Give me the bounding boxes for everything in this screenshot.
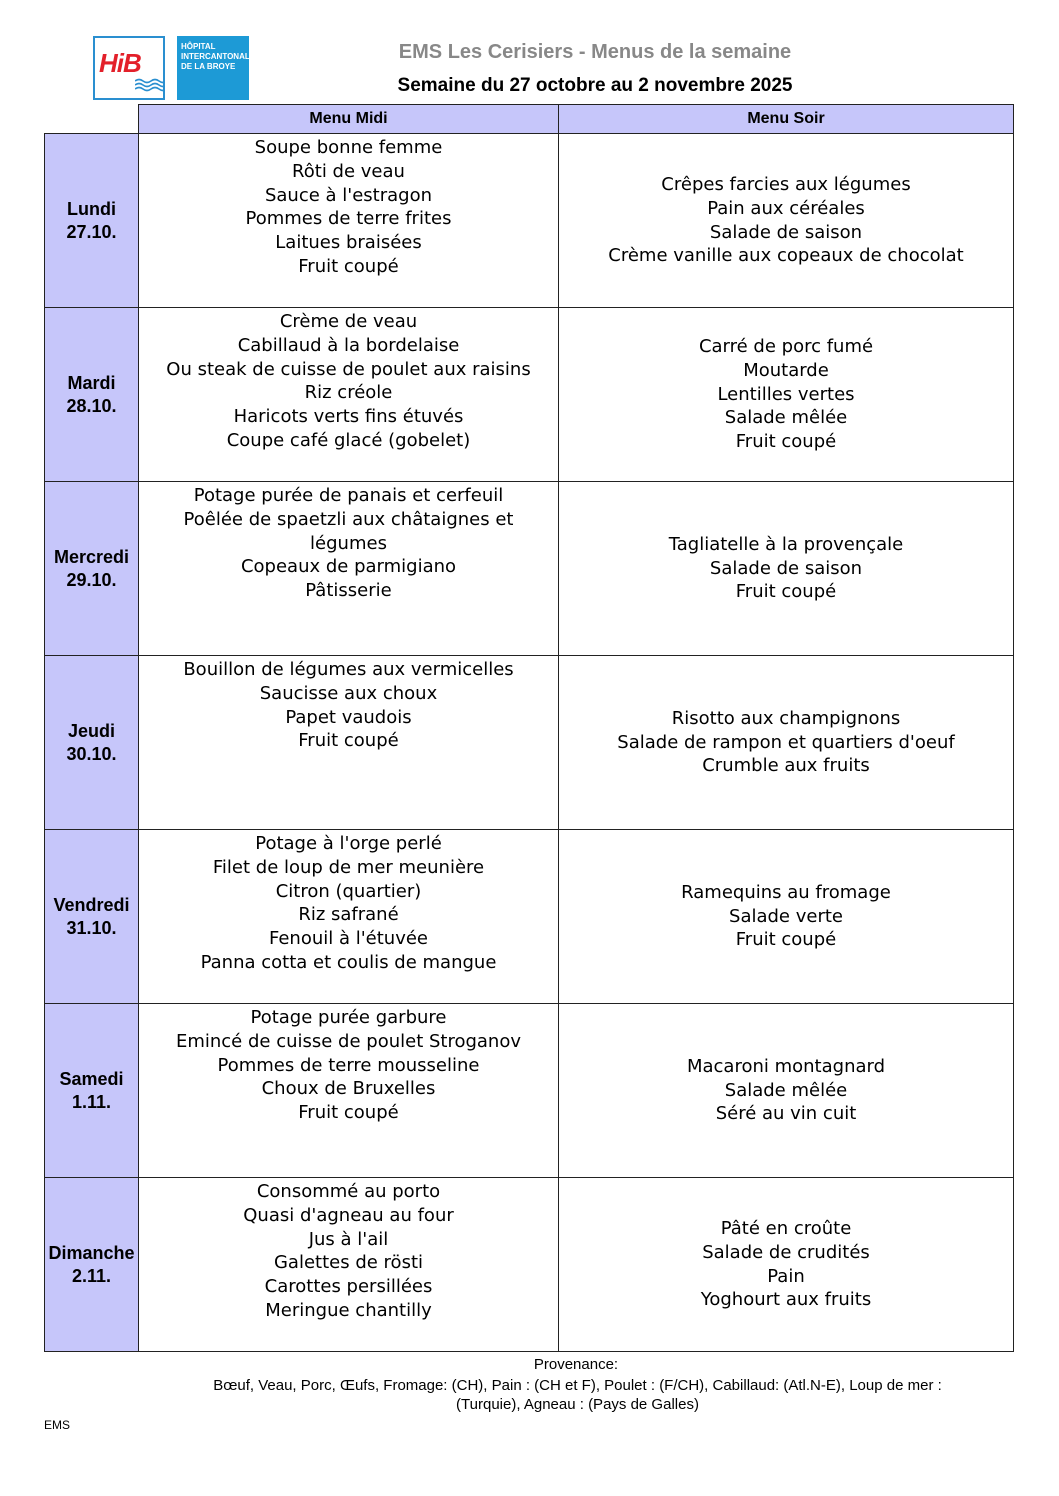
menu-soir-cell (559, 308, 1014, 482)
menu-soir-cell (559, 1178, 1014, 1352)
menu-item: Ou steak de cuisse de poulet aux raisins (166, 358, 531, 380)
day-date: 2.11. (71, 1265, 112, 1286)
menu-item: Papet vaudois (285, 706, 412, 728)
day-name: Samedi (59, 1068, 124, 1089)
menu-item: Salade de crudités (702, 1241, 870, 1263)
menu-midi-list (139, 1178, 558, 1323)
menu-item: Emincé de cuisse de poulet Stroganov (175, 1030, 522, 1052)
provenance-text (150, 1376, 1005, 1414)
logo-mark (93, 36, 165, 100)
menu-midi-list (139, 482, 558, 603)
menu-item: Crumble aux fruits (702, 755, 870, 777)
day-row (45, 656, 1014, 830)
menu-item: Meringue chantilly (265, 1299, 432, 1321)
menu-soir-cell (559, 830, 1014, 1004)
footer-label: EMS (44, 1418, 71, 1432)
day-date: 31.10. (66, 917, 117, 938)
menu-item: Risotto aux champignons (671, 707, 901, 729)
menu-item: Choux de Bruxelles (261, 1078, 436, 1100)
menu-item: Sauce à l'estragon (264, 184, 433, 206)
menu-item: Ramequins au fromage (681, 881, 891, 903)
day-cell (45, 656, 139, 830)
day-name: Dimanche (48, 1242, 135, 1263)
menu-item: Potage purée de panais et cerfeuil (193, 485, 504, 506)
menu-item: Potage purée garbure (250, 1007, 447, 1028)
logo-name-block (177, 36, 249, 100)
menu-item: Fruit coupé (298, 730, 399, 752)
menu-item: Lentilles vertes (717, 383, 855, 405)
column-header-soir: Menu Soir (559, 105, 1014, 134)
menu-item: Salade de saison (709, 221, 863, 243)
day-date: 30.10. (66, 743, 117, 764)
day-date: 1.11. (71, 1091, 112, 1112)
menu-item: Poêlée de spaetzli aux châtaignes et (183, 508, 514, 530)
day-name: Mercredi (53, 546, 130, 567)
menu-item: Moutarde (743, 359, 829, 381)
page-subtitle: Semaine du 27 octobre au 2 novembre 2025 (397, 75, 793, 96)
menu-soir-cell (559, 1004, 1014, 1178)
provenance-title: Provenance: (533, 1356, 619, 1373)
menu-item: Saucisse aux choux (259, 682, 438, 704)
day-name: Jeudi (67, 720, 115, 741)
provenance-line-1: Bœuf, Veau, Porc, Œufs, Fromage: (CH), Pain : (CH et F), Poulet : (F/CH), Cabillaud: (Atl.N-E), Loup de mer : (213, 1377, 942, 1394)
menu-item: Haricots verts fins étuvés (233, 406, 464, 428)
menu-soir-cell (559, 482, 1014, 656)
logo-waves-icon (135, 78, 163, 92)
menu-midi-list (139, 830, 558, 975)
menu-item: Salade verte (729, 905, 843, 927)
menu-soir-list (559, 881, 1013, 952)
menu-item: Coupe café glacé (gobelet) (226, 429, 471, 451)
day-row (45, 308, 1014, 482)
menu-item: Crêpes farcies aux légumes (661, 173, 911, 195)
menu-midi-cell (139, 1178, 559, 1352)
menu-midi-list (139, 134, 558, 279)
menu-item: Salade mêlée (724, 1079, 848, 1101)
menu-midi-cell (139, 308, 559, 482)
day-cell (45, 308, 139, 482)
menu-midi-cell (139, 482, 559, 656)
menu-midi-cell (139, 656, 559, 830)
menu-item: Laitues braisées (275, 232, 422, 254)
menu-item: Macaroni montagnard (686, 1055, 886, 1077)
menu-midi-list (139, 308, 558, 453)
day-date: 27.10. (66, 221, 117, 242)
menu-item: Soupe bonne femme (254, 137, 443, 158)
menu-table (44, 104, 1014, 1352)
day-date: 28.10. (66, 395, 117, 416)
menu-item: Fruit coupé (298, 1102, 399, 1124)
menu-item: Pâtisserie (305, 580, 392, 602)
menu-body (45, 134, 1014, 1352)
day-row (45, 1178, 1014, 1352)
menu-item: Pain (767, 1265, 805, 1287)
menu-soir-list (559, 1217, 1013, 1312)
menu-item: Jus à l'ail (308, 1228, 389, 1250)
menu-item: Fruit coupé (298, 255, 399, 277)
day-name: Vendredi (53, 894, 130, 915)
menu-soir-cell (559, 134, 1014, 308)
menu-item: Citron (quartier) (275, 880, 422, 902)
menu-item: Pommes de terre frites (245, 208, 452, 230)
hospital-logo (93, 36, 249, 100)
logo-name-text: HÔPITAL INTERCANTONAL DE LA BROYE (181, 42, 250, 71)
menu-item: Panna cotta et coulis de mangue (200, 951, 497, 973)
menu-midi-cell (139, 830, 559, 1004)
menu-soir-list (559, 1055, 1013, 1126)
menu-item: Fruit coupé (735, 581, 837, 603)
menu-item: Salade de saison (709, 557, 863, 579)
menu-item: Consommé au porto (256, 1181, 441, 1202)
header-corner (45, 105, 139, 134)
menu-item: Fenouil à l'étuvée (268, 928, 429, 950)
menu-item: Crème vanille aux copeaux de chocolat (608, 245, 964, 267)
column-header-midi: Menu Midi (139, 105, 559, 134)
menu-item: Bouillon de légumes aux vermicelles (183, 659, 514, 680)
menu-midi-list (139, 656, 558, 753)
menu-item: Salade mêlée (724, 407, 848, 429)
menu-item: Pommes de terre mousseline (217, 1054, 480, 1076)
menu-item: Salade de rampon et quartiers d'oeuf (617, 731, 955, 753)
menu-item: Pâté en croûte (720, 1217, 852, 1239)
menu-soir-cell (559, 656, 1014, 830)
menu-item: Potage à l'orge perlé (255, 833, 442, 854)
menu-item: Séré au vin cuit (715, 1103, 857, 1125)
logo-brand-text: HiB (99, 48, 141, 78)
day-cell (45, 1004, 139, 1178)
day-row (45, 134, 1014, 308)
day-date: 29.10. (66, 569, 117, 590)
menu-item: Cabillaud à la bordelaise (237, 334, 460, 356)
day-row (45, 830, 1014, 1004)
day-name: Lundi (67, 198, 116, 219)
menu-item: Riz créole (304, 382, 393, 404)
menu-item: Pain aux céréales (707, 197, 865, 219)
menu-soir-list (559, 335, 1013, 454)
menu-item: Fruit coupé (735, 431, 837, 453)
menu-item: Yoghourt aux fruits (700, 1289, 872, 1311)
day-row (45, 482, 1014, 656)
menu-item: Quasi d'agneau au four (243, 1204, 454, 1226)
menu-midi-list (139, 1004, 558, 1125)
day-cell (45, 830, 139, 1004)
menu-item: Crème de veau (279, 311, 418, 332)
menu-midi-cell (139, 1004, 559, 1178)
day-row (45, 1004, 1014, 1178)
day-name: Mardi (67, 372, 116, 393)
menu-item: Riz safrané (298, 904, 399, 926)
day-cell (45, 134, 139, 308)
page-title: EMS Les Cerisiers - Menus de la semaine (398, 41, 792, 63)
menu-soir-list (559, 533, 1013, 604)
table-header-row (45, 105, 1014, 134)
menu-soir-list (559, 173, 1013, 268)
menu-midi-cell (139, 134, 559, 308)
menu-item: Filet de loup de mer meunière (212, 856, 485, 878)
menu-item: Galettes de rösti (273, 1252, 424, 1274)
menu-item: légumes (310, 532, 387, 554)
menu-item: Rôti de veau (292, 160, 405, 182)
provenance-line-2: (Turquie), Agneau : (Pays de Galles) (456, 1396, 699, 1413)
menu-item: Copeaux de parmigiano (240, 556, 457, 578)
menu-soir-list (559, 707, 1013, 778)
menu-item: Fruit coupé (735, 929, 837, 951)
menu-item: Carré de porc fumé (698, 336, 874, 357)
menu-item: Tagliatelle à la provençale (668, 533, 904, 555)
menu-item: Carottes persillées (264, 1276, 433, 1298)
day-cell (45, 482, 139, 656)
day-cell (45, 1178, 139, 1352)
